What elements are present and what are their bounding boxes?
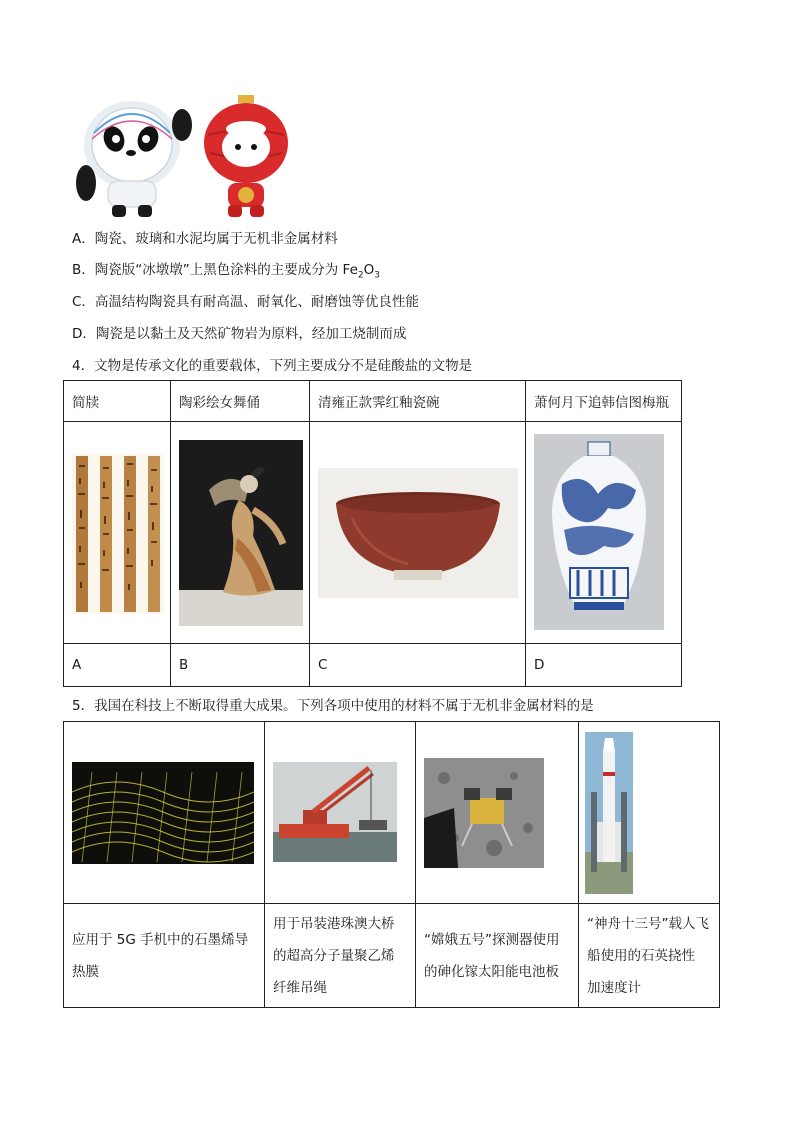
image-cell-a [64,422,171,644]
header-cell-red-bowl: 清雍正款霁红釉瓷碗 [310,381,526,422]
shenzhou-rocket-image [585,732,633,894]
description-line: 应用于 5G 手机中的石墨烯导 [72,931,249,948]
mascots-image [72,95,200,219]
oxygen-symbol: O [363,262,375,278]
description-line: 用于吊装港珠澳大桥 [273,915,395,932]
header-cell-bamboo-slips: 简牍 [64,381,171,422]
table-image-row [64,422,682,644]
table-header-row [64,381,682,422]
question-4-table [63,380,682,687]
image-cell-d [526,422,682,644]
option-a: A．陶瓷、玻璃和水泥均属于无机非金属材料 [72,231,338,247]
question-5-stem: 5．我国在科技上不断取得重大成果。下列各项中使用的材料不属于无机非金属材料的是 [72,698,594,714]
chang-e-probe-image [424,758,544,868]
table-label-row [64,644,682,687]
description-accelerometer [579,904,720,1008]
header-cell-dancer-figurine: 陶彩绘女舞俑 [171,381,310,422]
option-b-text: B．陶瓷版“冰墩墩”上黑色涂料的主要成分为 Fe [72,262,358,278]
option-d: D．陶瓷是以黏土及天然矿物岩为原料，经加工烧制而成 [72,326,407,342]
image-cell-graphene [64,722,265,904]
red-glaze-bowl-image [318,468,518,598]
description-crane-rope [265,904,416,1008]
description-line: 热膜 [72,963,99,980]
bing-dwen-dwen-figure [76,101,192,217]
label-cell-a: A [64,644,171,687]
label-cell-d: D [526,644,682,687]
description-graphene [64,904,265,1008]
image-cell-b [171,422,310,644]
question-5-table [63,721,720,1008]
meiping-vase-image [534,434,664,630]
label-cell-c: C [310,644,526,687]
table-image-row [64,722,720,904]
graphene-film-image [72,762,254,864]
description-line: 的砷化镓太阳能电池板 [424,963,559,980]
image-cell-chang-e [416,722,579,904]
option-c: C．高温结构陶瓷具有耐高温、耐氧化、耐磨蚀等优良性能 [72,294,419,310]
header-cell-meiping-vase: 萧何月下追韩信图梅瓶 [526,381,682,422]
image-cell-shenzhou [579,722,720,904]
shuey-rhon-rhon-figure [204,95,288,217]
description-line: 船使用的石英挠性 [587,947,695,964]
label-cell-b: B [171,644,310,687]
fe-subscript-2: 2 [357,270,364,281]
crane-ship-image [273,762,397,862]
shuey-rhon-rhon-image [198,95,294,219]
description-solar-panel [416,904,579,1008]
dancer-figurine-image [179,440,303,626]
option-b [72,261,380,285]
o-subscript-3: 3 [374,270,380,281]
description-line: “嫦娥五号”探测器使用 [424,931,560,948]
description-line: 加速度计 [587,979,641,996]
description-line: “神舟十三号”载人飞 [587,915,709,932]
image-cell-c [310,422,526,644]
description-line: 的超高分子量聚乙烯 [273,947,395,964]
bamboo-slips-image [72,454,164,614]
description-line: 纤维吊绳 [273,979,327,996]
image-cell-crane [265,722,416,904]
table-description-row [64,904,720,1008]
question-4-stem: 4．文物是传承文化的重要载体，下列主要成分不是硅酸盐的文物是 [72,358,473,374]
